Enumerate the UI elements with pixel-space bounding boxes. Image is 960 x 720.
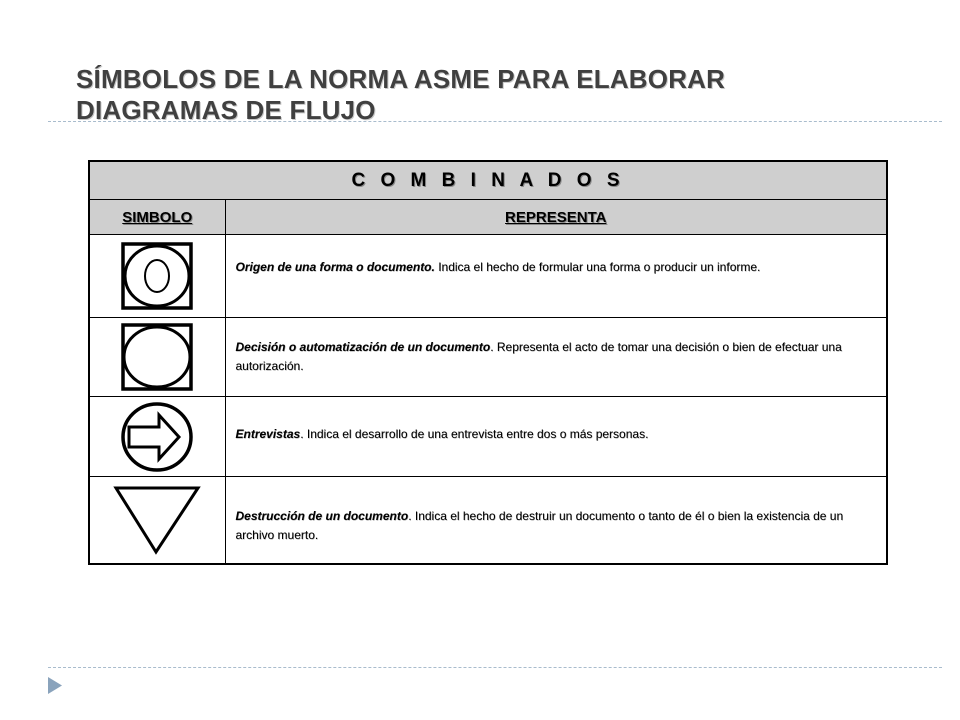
symbol-cell [89, 318, 225, 397]
table-row [89, 235, 887, 318]
column-header-representa: REPRESENTA [225, 200, 887, 235]
description-cell [225, 235, 887, 318]
symbol-term: Destrucción de un documento [235, 509, 409, 523]
circle-with-arrow-icon [117, 400, 197, 474]
symbol-cell [89, 397, 225, 477]
symbol-description: . Indica el hecho de destruir un documento o tanto de él o bien la existencia de un archivo muerto. [235, 509, 844, 542]
asme-symbols-table [88, 160, 888, 565]
table-row [89, 477, 887, 564]
description-cell [225, 318, 887, 397]
table-row [89, 397, 887, 477]
square-with-oval-icon [117, 241, 197, 311]
description-cell [225, 397, 887, 477]
inverted-triangle-icon [112, 484, 202, 556]
symbol-description: Indica el hecho de formular una forma o producir un informe. [434, 260, 761, 274]
description-cell [225, 477, 887, 564]
column-header-simbolo: SIMBOLO [89, 200, 225, 235]
symbol-cell [89, 477, 225, 564]
symbol-term: Entrevistas [235, 427, 301, 441]
symbol-term: Origen de una forma o documento. [235, 260, 435, 274]
symbol-cell [89, 235, 225, 318]
footer-divider [48, 667, 942, 668]
bullet-arrow-icon [48, 677, 62, 694]
title-divider [48, 121, 942, 122]
group-header-combinados: C O M B I N A D O S [89, 161, 887, 200]
symbol-description: . Indica el desarrollo de una entrevista entre dos o más personas. [300, 427, 649, 441]
slide-title: SÍMBOLOS DE LA NORMA ASME PARA ELABORAR DIAGRAMAS DE FLUJO [76, 64, 726, 125]
square-with-circle-icon [117, 322, 197, 392]
symbol-term: Decisión o automatización de un documento [235, 340, 491, 354]
table-row [89, 318, 887, 397]
symbol-description: . Representa el acto de tomar una decisión o bien de efectuar una autorización. [235, 340, 842, 373]
